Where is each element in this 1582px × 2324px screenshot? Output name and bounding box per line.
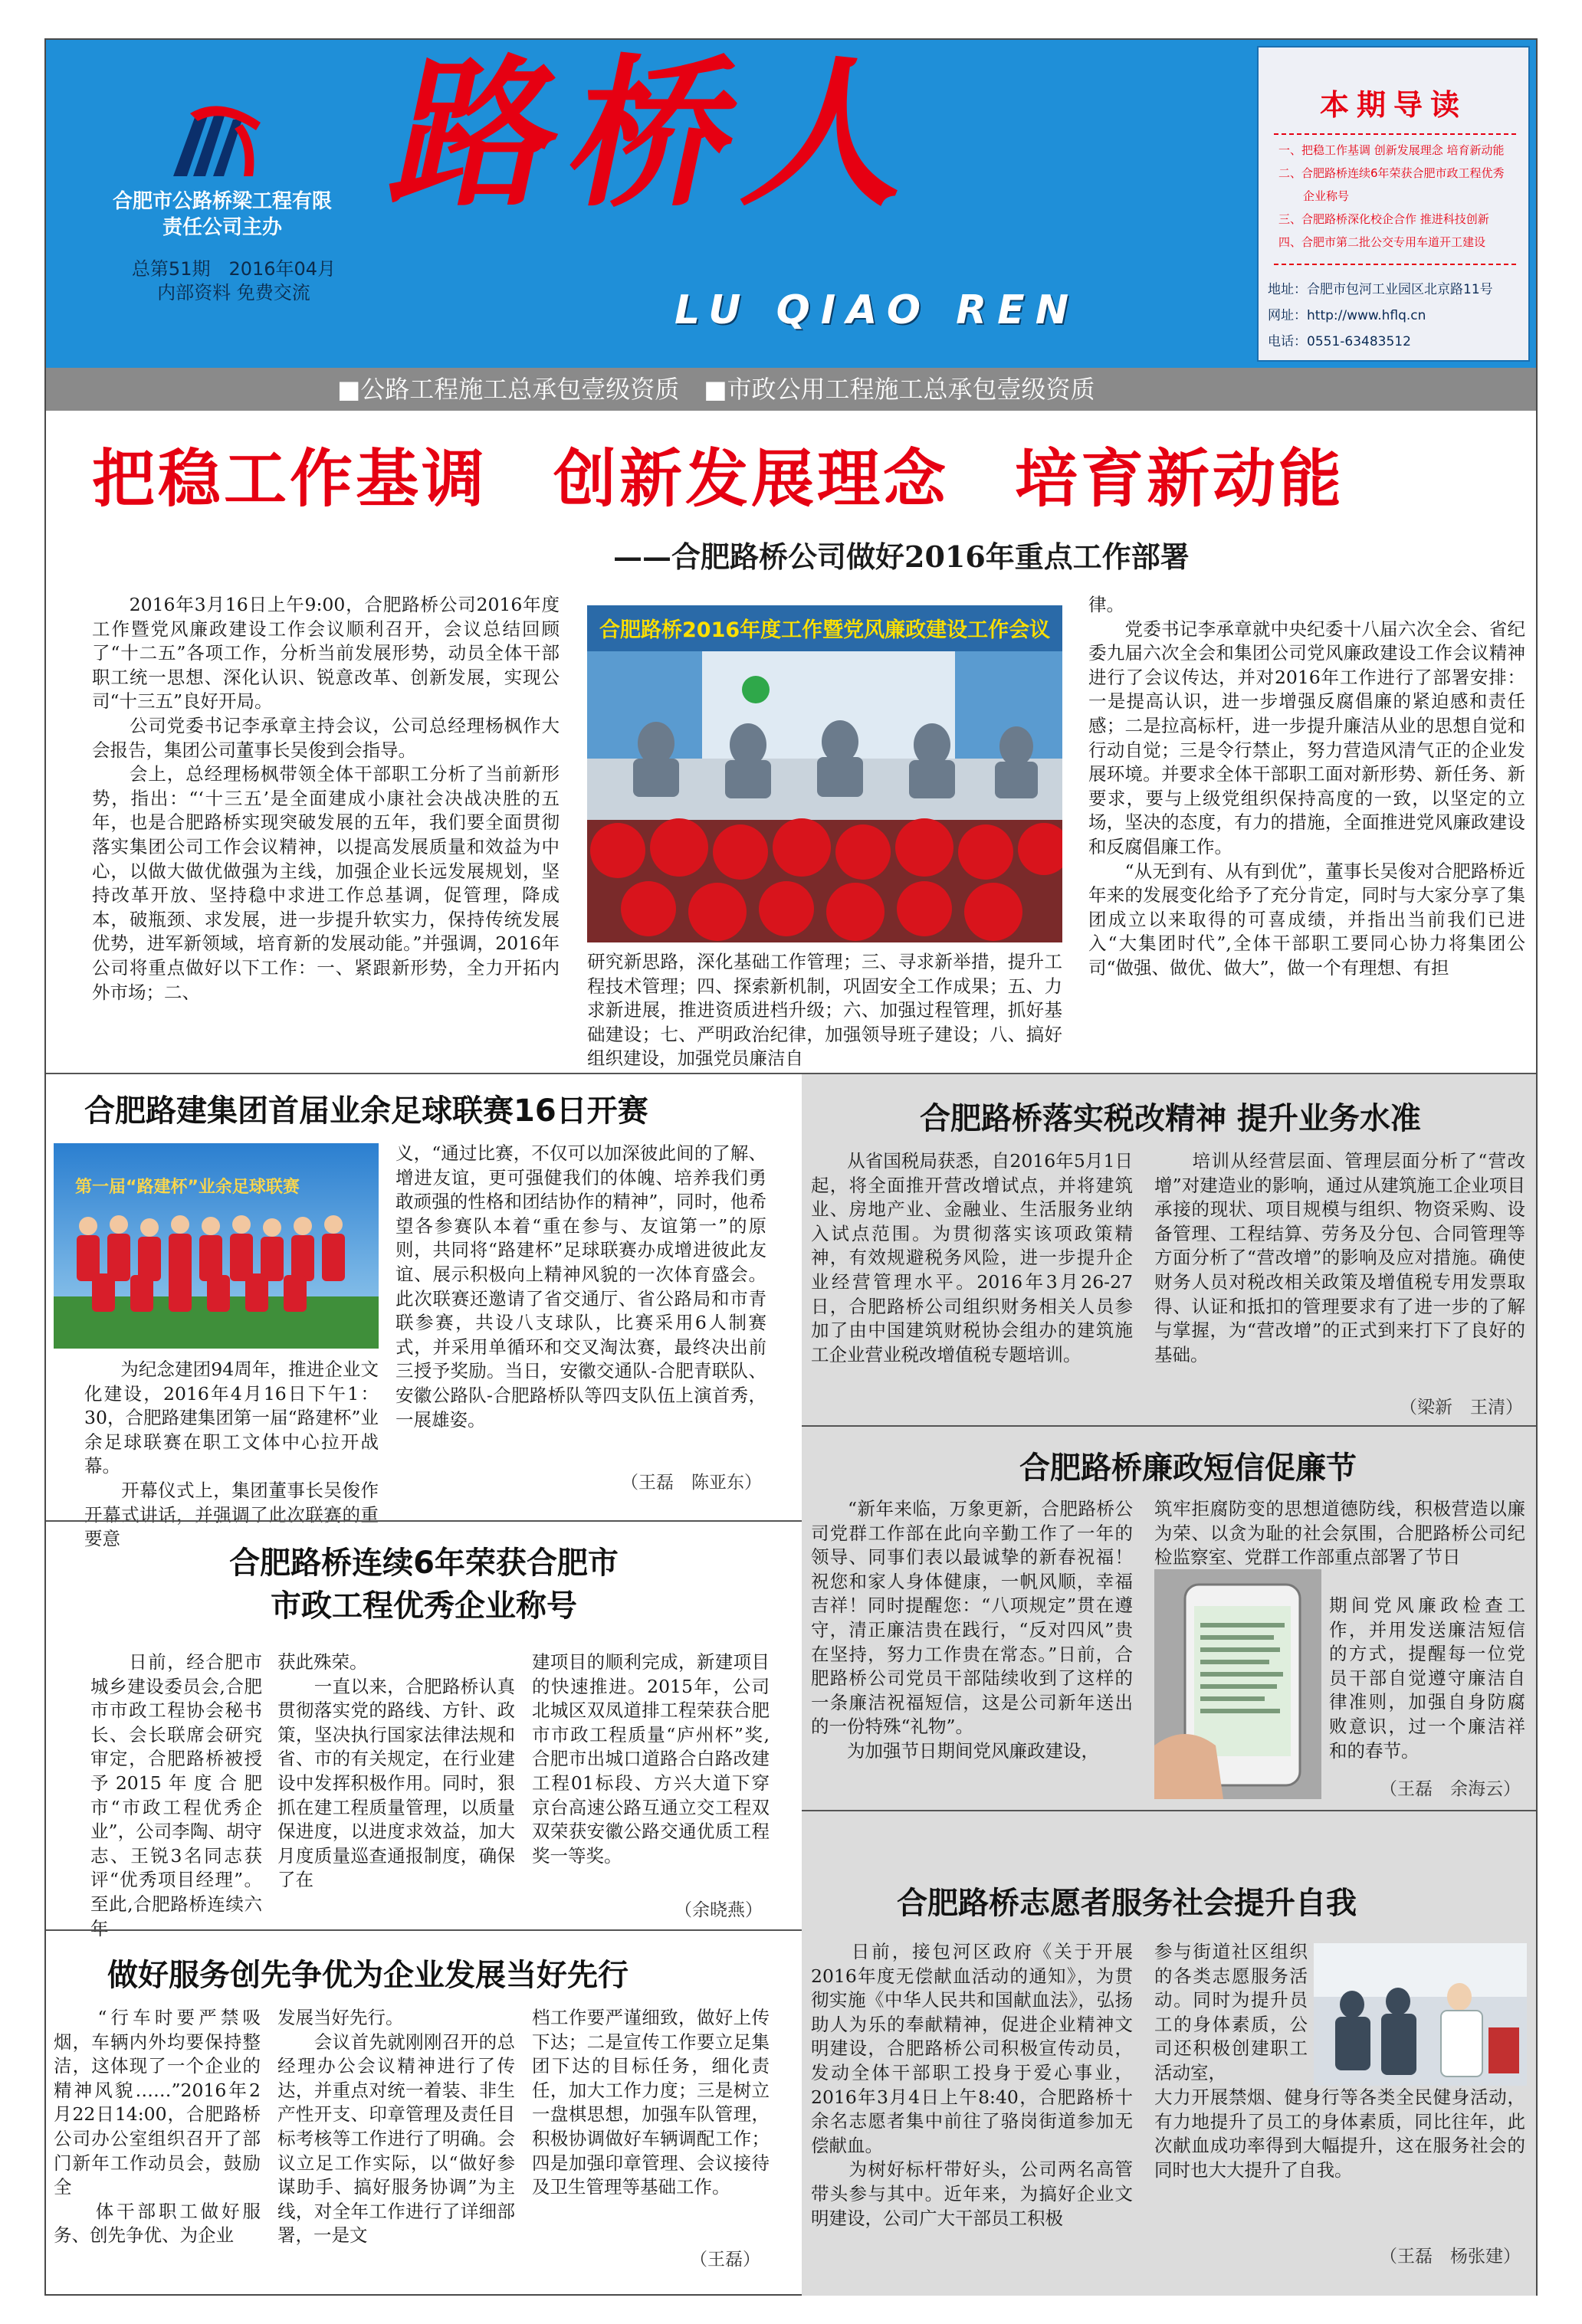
address: 地址：合肥市包河工业园区北京路11号 bbox=[1268, 282, 1493, 297]
sms-col2-side: 期间党风廉政检查工作，并用发送廉洁短信的方式，提醒每一位党员干部自觉遵守廉洁自律准则，加强自身防腐败意识，过一个廉洁祥和的春节。 bbox=[1329, 1595, 1525, 1762]
sms-phone-photo bbox=[1154, 1569, 1321, 1799]
football-team-photo bbox=[54, 1143, 379, 1349]
guide-title: 本期导读 bbox=[1319, 88, 1467, 122]
football-p2: 义，“通过比赛，不仅可以加深彼此间的了解、增进友谊，更可强健我们的体魄、培养我们勇敢顽强的性格和团结协作的精神”，同时，他希望各参赛队本着“重在参与、友谊第一”的原则，共同将“路建杯”足球联赛办成增进彼此友谊、展示积极向上精神风貌的一次体育盛会。此次联赛还邀请了省交通厅、省公路局和市青联参赛，共设八支球队，比赛采用6人制赛式，并采用单循环和交叉淘汰赛，最终决出前三授予奖励。当日，安徽交通队-合肥青联队、安徽公路队-合肥路桥队等四支队伍上演首秀，一展雄姿。 bbox=[396, 1142, 766, 1431]
tax-title: 合肥路桥落实税改精神 提升业务水准 bbox=[920, 1101, 1421, 1136]
guide-item[interactable]: 一、把稳工作基调 创新发展理念 培育新动能 bbox=[1278, 143, 1505, 157]
award-byline: （余晓燕） bbox=[674, 1900, 763, 1920]
sms-title: 合肥路桥廉政短信促廉节 bbox=[1019, 1450, 1357, 1486]
guide-divider bbox=[1274, 133, 1516, 135]
football-p1: 为纪念建团94周年，推进企业文化建设，2016年4月16日下午1：30，合肥路建集团第一届“路建杯”业余足球联赛在职工文体中心拉开战幕。 开幕仪式上，集团董事长吴俊作开幕式讲话，并强调了此次联赛的重要意 bbox=[84, 1359, 379, 1550]
lead-col3: 律。 党委书记李承章就中央纪委十八届六次全会、省纪委九届六次全会和集团公司党风廉政建设工作会议精神进行了会议传达，并对2016年工作进行了部署安排：一是提高认识，进一步增强反腐倡廉的紧迫感和责任感；二是拉高标杆，进一步提升廉洁从业的思想自觉和行动自觉；三是令行禁止，努力营造风清气正的企业发展环境。并要求全体干部职工面对新形势、新任务、新要求，要与上级党组织保持高度的一致，以坚定的立场，坚决的态度，有力的措施，全面推进党风廉政建设和反腐倡廉工作。 “从无到有、从有到优”，董事长吴俊对合肥路桥近年来的发展变化给予了充分肯定，同时与大家分享了集团成立以来取得的可喜成绩，并指出当前我们已进入“大集团时代”,全体干部职工要同心协力将集团公司“做强、做优、做大”，做一个有理想、有担 bbox=[1088, 594, 1525, 978]
service-col3: 档工作要严谨细致，做好上传下达；二是宣传工作要立足集团下达的目标任务，细化责任，加大工作力度；三是树立一盘棋思想，加强车队管理，积极协调做好车辆调配工作；四是加强印章管理、会议接待及卫生管理等基础工作。 bbox=[532, 2007, 770, 2198]
guide-item[interactable]: 三、合肥路桥深化校企合作 推进科技创新 bbox=[1278, 212, 1489, 226]
football-photo-banner: 第一届“路建杯”业余足球联赛 bbox=[75, 1178, 300, 1197]
sms-col1: “新年来临，万象更新，合肥路桥公司党群工作部在此向辛勤工作了一年的领导、同事们表以最诚挚的新春祝福！祝您和家人身体健康，一帆风顺，幸福吉祥！同时提醒您：“八项规定”贯在遵守，清正廉洁贵在践行，“反对四风”贵在坚持，努力工作贵在常态。”日前，合肥路桥公司党员干部陆续收到了这样的一条廉洁祝福短信，这是公司新年送出的一份特殊“礼物”。 为加强节日期间党风廉政建设， bbox=[811, 1498, 1133, 1762]
issue-guide bbox=[1257, 46, 1530, 362]
section-divider bbox=[46, 1520, 802, 1522]
company-logo-icon bbox=[167, 100, 267, 184]
service-col2: 发展当好先行。 会议首先就刚刚召开的总经理办公会议精神进行了传达，并重点对统一着装、非生产性开支、印章管理及责任目标考核等工作进行了明确。会议立足工作实际，以“做好参谋助手、搞好服务协调”为主线，对全年工作进行了详细部署，一是文 bbox=[277, 2007, 515, 2247]
service-byline: （王磊） bbox=[690, 2250, 760, 2270]
lead-col1: 2016年3月16日上午9:00，合肥路桥公司2016年度工作暨党风廉政建设工作会议顺利召开，会议总结回顾了“十二五”各项工作，分析当前发展形势，动员全体干部职工统一思想、深化认识、锐意改革、创新发展，实现公司“十三五”良好开局。 公司党委书记李承章主持会议，公司总经理杨枫作大会报告，集团公司董事长吴俊到会指导。 会上，总经理杨枫带领全体干部职工分析了当前新形势，指出：“‘十三五’是全面建成小康社会决战决胜的五年，也是合肥路桥实现突破发展的五年，我们要全面贯彻落实集团公司工作会议精神，以提高发展质量和效益为中心，以做大做优做强为主线，加强企业长远发展规划，坚持改革开放、坚持稳中求进工作总基调，促管理，降成本，破瓶颈、求发展，进一步提升软实力，保持传统发展优势，进军新领域，培育新的发展动能。”并强调，2016年公司将重点做好以下工作：一、紧跟新形势，全力开拓内外市场；二、 bbox=[92, 594, 560, 1003]
lead-col2: 研究新思路，深化基础工作管理；三、寻求新举措，提升工程技术管理；四、探索新机制，巩固安全工作成果；五、力求新进展，推进资质进档升级；六、加强过程管理，抓好基础建设；七、严明政治纪律，加强领导班子建设；八、搞好组织建设，加强党员廉洁自 bbox=[587, 951, 1062, 1070]
guide-item[interactable]: 企业称号 bbox=[1303, 189, 1350, 203]
qualification-text: ■公路工程施工总承包壹级资质 ■市政公用工程施工总承包壹级资质 bbox=[337, 375, 1095, 404]
publisher: 合肥市公路桥梁工程有限责任公司主办 bbox=[112, 190, 332, 239]
volunteer-byline: （王磊 杨张建） bbox=[1380, 2247, 1521, 2267]
website-link[interactable]: 网址：http://www.hflq.cn bbox=[1268, 308, 1426, 323]
award-title bbox=[46, 1542, 802, 1627]
football-title: 合肥路建集团首届业余足球联赛16日开赛 bbox=[84, 1093, 648, 1129]
award-title-line1: 合肥路桥连续6年荣获合肥市 bbox=[229, 1546, 619, 1581]
volunteer-photo bbox=[1314, 1943, 1527, 2086]
volunteer-col2-bottom: 大力开展禁烟、健身行等各类全民健身活动，有力地提升了员工的身体素质，同比往年，此次献血成功率得到大幅提升，这在服务社会的同时也大大提升了自我。 bbox=[1154, 2086, 1525, 2181]
football-byline: （王磊 陈亚东） bbox=[621, 1473, 762, 1493]
award-col1: 日前，经合肥市城乡建设委员会,合肥市市政工程协会秘书长、会长联席会研究审定，合肥路桥被授予2015年度合肥市“市政工程优秀企业”，公司李陶、胡守志、王锐3名同志获评“优秀项目经理”。至此,合肥路桥连续六年 bbox=[90, 1651, 262, 1939]
issue-note: 内部资料 免费交流 bbox=[157, 282, 310, 303]
tax-col2: 培训从经营层面、管理层面分析了“营改增”对建造业的影响，通过从建筑施工企业项目承接的现状、项目规模与组织、物资采购、设备管理、工程结算、劳务及分包、合同管理等方面分析了“营改增”的影响及应对措施。确使财务人员对税改相关政策及增值税专用发票取得、认证和抵扣的管理要求有了进一步的了解与掌握，为“营改增”的正式到来打下了良好的基础。 bbox=[1154, 1150, 1525, 1365]
volunteer-col1: 日前，接包河区政府《关于开展2016年度无偿献血活动的通知》，为贯彻实施《中华人民共和国献血法》，弘扬助人为乐的奉献精神，促进企业精神文明建设，合肥路桥公司积极宣传动员，发动全体干部职工投身于爱心事业，2016年3月4日上午8:40，合肥路桥十余名志愿者集中前往了骆岗街道参加无偿献血。 为树好标杆带好头，公司两名高管带头参与其中。近年来，为搞好企业文明建设，公司广大干部员工积极 bbox=[811, 1941, 1133, 2229]
section-divider bbox=[46, 1929, 802, 1931]
volunteer-col2-top: 参与街道社区组织的各类志愿服务活动。同时为提升员工的身体素质，公司还积极创建职工活动室， bbox=[1154, 1941, 1308, 2083]
section-divider bbox=[802, 1810, 1536, 1811]
sms-col2-top: 筑牢拒腐防变的思想道德防线，积极营造以廉为荣、以贪为耻的社会氛围，合肥路桥公司纪检监察室、党群工作部重点部署了节日 bbox=[1154, 1498, 1525, 1568]
smartphone-icon bbox=[1154, 1569, 1321, 1799]
tax-col1: 从省国税局获悉，自2016年5月1日起，将全面推开营改增试点，并将建筑业、房地产业、金融业、生活服务业纳入试点范围。为贯彻落实该项政策精神，有效规避税务风险，进一步提升企业经营管理水平。2016年3月26-27日，合肥路桥公司组织财务相关人员参加了由中国建筑财税协会组办的建筑施工企业营业税改增值税专题培训。 bbox=[811, 1150, 1133, 1365]
photo-banner: 合肥路桥2016年度工作暨党风廉政建设工作会议 bbox=[599, 618, 1051, 642]
award-col2: 获此殊荣。 一直以来，合肥路桥认真贯彻落实党的路线、方针、政策，坚决执行国家法律法规和省、市的有关规定，在行业建设中发挥积极作用。同时，狠抓在建工程质量管理，以质量保进度，以进度求效益，加大月度质量巡查通报制度，确保了在 bbox=[277, 1651, 515, 1891]
newspaper-title: 路桥人 bbox=[378, 39, 948, 228]
qualification-strip bbox=[46, 368, 1536, 411]
service-title: 做好服务创先争优为企业发展当好先行 bbox=[107, 1958, 629, 1993]
lead-headline: 把稳工作基调 创新发展理念 培育新动能 bbox=[92, 443, 1345, 516]
issue-number: 总第51期 2016年04月 bbox=[131, 258, 336, 280]
volunteer-title: 合肥路桥志愿者服务社会提升自我 bbox=[897, 1886, 1357, 1921]
section-divider bbox=[802, 1425, 1536, 1427]
award-col3: 建项目的顺利完成，新建项目的快速推进。2015年，公司北城区双凤道排工程荣获合肥市市政工程质量“庐州杯”奖,合肥市出城口道路合白路改建工程01标段、方兴大道下穿京台高速公路互通立交工程双双荣获安徽公路交通优质工程奖一等奖。 bbox=[532, 1651, 770, 1867]
guide-item[interactable]: 四、合肥市第二批公交专用车道开工建设 bbox=[1278, 235, 1486, 249]
guide-item[interactable]: 二、合肥路桥连续6年荣获合肥市政工程优秀 bbox=[1278, 166, 1505, 180]
lead-subheadline: ——合肥路桥公司做好2016年重点工作部署 bbox=[613, 539, 1190, 574]
meeting-photo bbox=[587, 605, 1062, 942]
sms-byline: （王磊 余海云） bbox=[1380, 1779, 1521, 1799]
service-col1: “行车时要严禁吸烟，车辆内外均要保持整洁，这体现了一个企业的精神风貌……”2016年2月22日14:00，合肥路桥公司办公室组织召开了部门新年工作动员会，鼓励全 体干部职工做好服务、创先争优、为企业 bbox=[54, 2007, 261, 2247]
guide-divider bbox=[1274, 264, 1516, 265]
award-title-line2: 市政工程优秀企业称号 bbox=[271, 1588, 577, 1624]
phone: 电话：0551-63483512 bbox=[1268, 334, 1411, 349]
issue-info bbox=[107, 257, 360, 305]
tax-byline: （梁新 王清） bbox=[1400, 1398, 1523, 1418]
newspaper-title-en: LU QIAO REN bbox=[674, 287, 1080, 333]
